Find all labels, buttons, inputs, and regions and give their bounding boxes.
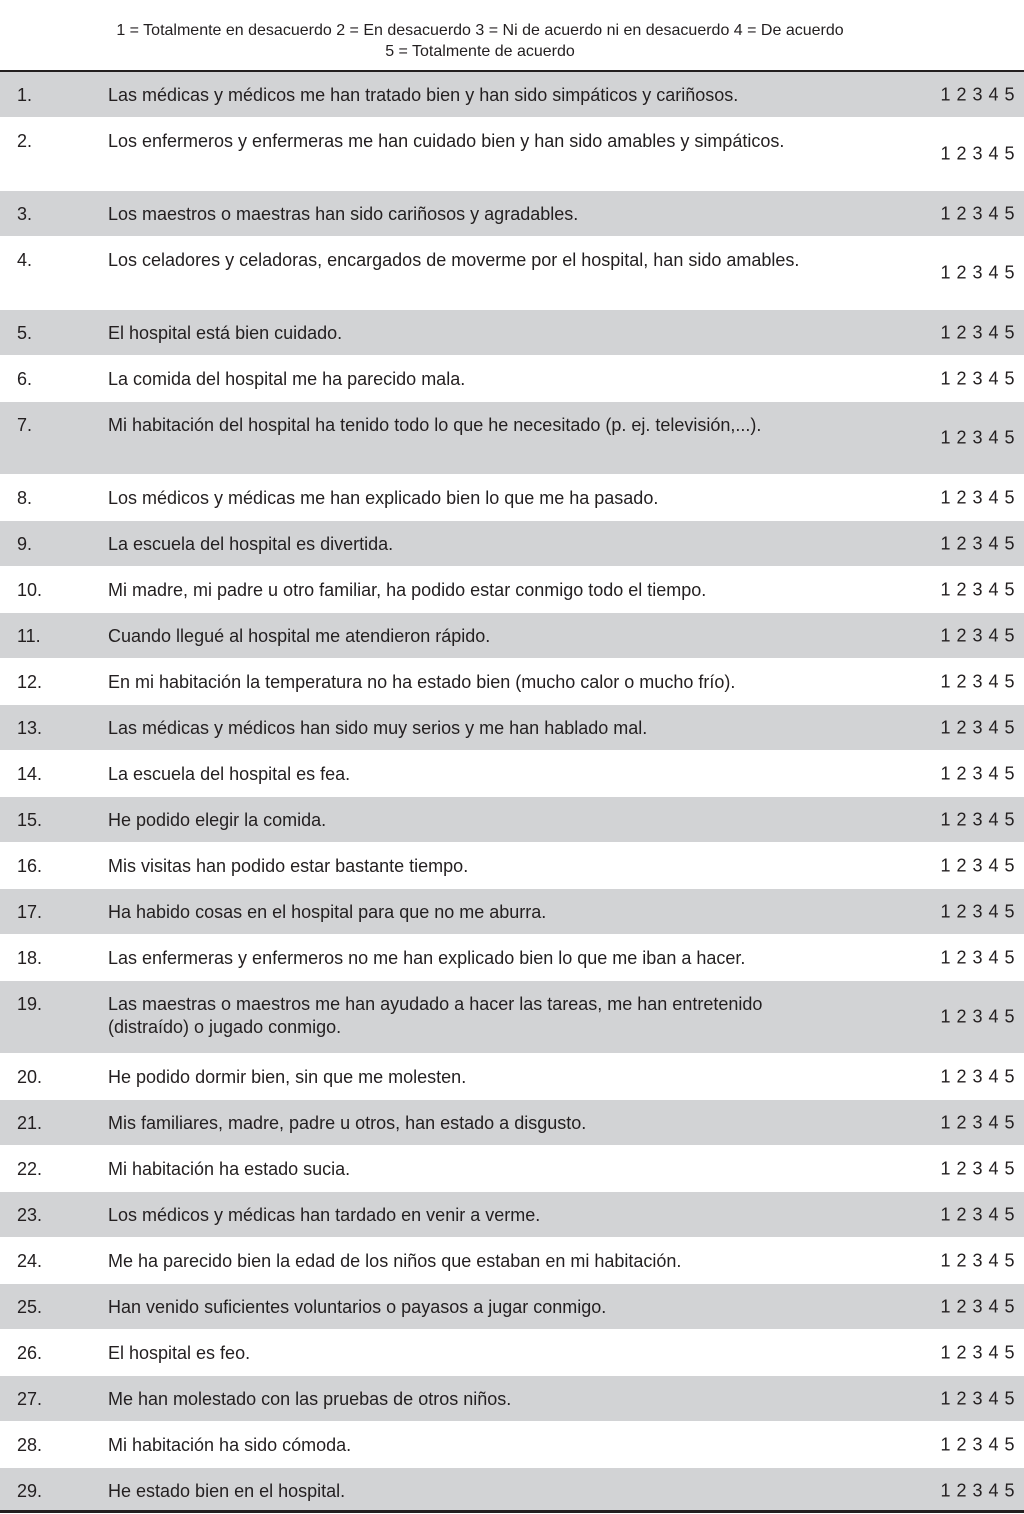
- rating-scale: 1 2 3 4 5: [940, 1342, 1015, 1362]
- rating-scale: 1 2 3 4 5: [940, 1066, 1015, 1086]
- rating-scale: 1 2 3 4 5: [940, 1006, 1015, 1027]
- item-statement: Mi madre, mi padre u otro familiar, ha podido estar conmigo todo el tiempo.: [108, 580, 707, 600]
- item-number: 3.: [17, 204, 33, 224]
- item-statement: Han venido suficientes voluntarios o payasos a jugar conmigo.: [108, 1297, 607, 1317]
- rating-scale: 1 2 3 4 5: [940, 1112, 1015, 1132]
- item-number: 11.: [17, 626, 41, 646]
- item-statement: El hospital está bien cuidado.: [108, 323, 343, 343]
- table-row: [0, 72, 1024, 118]
- table-row: [0, 521, 1024, 567]
- table-row: [0, 402, 1024, 475]
- rating-scale: 1 2 3 4 5: [940, 809, 1015, 829]
- item-statement: Me ha parecido bien la edad de los niños que estaban en mi habitación.: [108, 1251, 682, 1271]
- table-row: [0, 237, 1024, 310]
- table-row: [0, 659, 1024, 705]
- item-statement: He podido dormir bien, sin que me molesten.: [108, 1067, 467, 1087]
- item-statement: Mi habitación ha sido cómoda.: [108, 1435, 352, 1455]
- item-number: 21.: [17, 1113, 43, 1133]
- item-statement: Los médicos y médicas me han explicado bien lo que me ha pasado.: [108, 488, 659, 508]
- rating-scale: 1 2 3 4 5: [940, 1296, 1015, 1316]
- table-row: [0, 981, 1024, 1054]
- table-row: [0, 1330, 1024, 1376]
- table-row: [0, 797, 1024, 843]
- rating-scale: 1 2 3 4 5: [940, 901, 1015, 921]
- item-statement: La escuela del hospital es fea.: [108, 764, 351, 784]
- rating-scale: 1 2 3 4 5: [940, 203, 1015, 223]
- table-row: [0, 1054, 1024, 1100]
- legend-line-1: 1 = Totalmente en desacuerdo 2 = En desacuerdo 3 = Ni de acuerdo ni en desacuerdo 4 = De acuerdo: [116, 22, 844, 39]
- rating-scale: 1 2 3 4 5: [940, 427, 1015, 448]
- item-statement: He estado bien en el hospital.: [108, 1481, 346, 1501]
- rating-scale: 1 2 3 4 5: [940, 947, 1015, 967]
- item-statement: Cuando llegué al hospital me atendieron rápido.: [108, 626, 491, 646]
- legend-line-2: 5 = Totalmente de acuerdo: [385, 43, 575, 60]
- table-row: [0, 613, 1024, 659]
- item-number: 6.: [17, 369, 33, 389]
- item-number: 7.: [17, 415, 33, 435]
- item-number: 23.: [17, 1205, 43, 1225]
- table-row: [0, 843, 1024, 889]
- item-statement: Las maestras o maestros me han ayudado a hacer las tareas, me han entretenido (distraído) o jugado conmigo.: [108, 994, 763, 1037]
- bottom-rule: [0, 1510, 1024, 1513]
- item-statement: Las médicas y médicos me han tratado bien y han sido simpáticos y cariñosos.: [108, 85, 739, 105]
- item-number: 4.: [17, 250, 33, 270]
- rating-scale: 1 2 3 4 5: [940, 533, 1015, 553]
- table-row: [0, 1468, 1024, 1514]
- rating-scale: 1 2 3 4 5: [940, 763, 1015, 783]
- rating-scale: 1 2 3 4 5: [940, 579, 1015, 599]
- rating-scale: 1 2 3 4 5: [940, 1204, 1015, 1224]
- item-statement: Mis familiares, madre, padre u otros, han estado a disgusto.: [108, 1113, 587, 1133]
- table-row: [0, 1422, 1024, 1468]
- rating-scale: 1 2 3 4 5: [940, 717, 1015, 737]
- item-number: 16.: [17, 856, 43, 876]
- table-row: [0, 118, 1024, 191]
- table-row: [0, 1192, 1024, 1238]
- item-statement: La comida del hospital me ha parecido mala.: [108, 369, 466, 389]
- item-number: 27.: [17, 1389, 43, 1409]
- rating-scale: 1 2 3 4 5: [940, 487, 1015, 507]
- item-number: 18.: [17, 948, 43, 968]
- table-row: [0, 1100, 1024, 1146]
- item-number: 20.: [17, 1067, 43, 1087]
- item-number: 22.: [17, 1159, 43, 1179]
- table-row: [0, 356, 1024, 402]
- item-statement: Ha habido cosas en el hospital para que no me aburra.: [108, 902, 547, 922]
- rating-scale: 1 2 3 4 5: [940, 625, 1015, 645]
- item-number: 17.: [17, 902, 43, 922]
- item-statement: Mis visitas han podido estar bastante tiempo.: [108, 856, 469, 876]
- item-statement: Mi habitación del hospital ha tenido todo lo que he necesitado (p. ej. televisión,...).: [108, 415, 762, 435]
- rating-scale: 1 2 3 4 5: [940, 262, 1015, 283]
- item-statement: En mi habitación la temperatura no ha estado bien (mucho calor o mucho frío).: [108, 672, 736, 692]
- table-row: [0, 705, 1024, 751]
- table-row: [0, 1238, 1024, 1284]
- rating-scale: 1 2 3 4 5: [940, 322, 1015, 342]
- rating-scale: 1 2 3 4 5: [940, 368, 1015, 388]
- table-row: [0, 191, 1024, 237]
- item-number: 1.: [17, 85, 33, 105]
- table-row: [0, 751, 1024, 797]
- table-row: [0, 567, 1024, 613]
- item-number: 10.: [17, 580, 43, 600]
- item-number: 8.: [17, 488, 33, 508]
- rating-scale: 1 2 3 4 5: [940, 143, 1015, 164]
- item-number: 2.: [17, 131, 33, 151]
- item-statement: Los maestros o maestras han sido cariñosos y agradables.: [108, 204, 579, 224]
- rating-scale: 1 2 3 4 5: [940, 1250, 1015, 1270]
- item-statement: Los celadores y celadoras, encargados de moverme por el hospital, han sido amables.: [108, 250, 800, 270]
- item-number: 28.: [17, 1435, 43, 1455]
- scale-legend: [0, 0, 1024, 70]
- table-row: [0, 1284, 1024, 1330]
- item-statement: El hospital es feo.: [108, 1343, 251, 1363]
- item-statement: Las médicas y médicos han sido muy serios y me han hablado mal.: [108, 718, 648, 738]
- item-number: 14.: [17, 764, 43, 784]
- item-number: 13.: [17, 718, 43, 738]
- rating-scale: 1 2 3 4 5: [940, 855, 1015, 875]
- item-statement: Los enfermeros y enfermeras me han cuidado bien y han sido amables y simpáticos.: [108, 131, 785, 151]
- item-number: 19.: [17, 994, 43, 1014]
- rating-scale: 1 2 3 4 5: [940, 84, 1015, 104]
- rating-scale: 1 2 3 4 5: [940, 1480, 1015, 1500]
- table-row: [0, 1146, 1024, 1192]
- table-row: [0, 1376, 1024, 1422]
- table-row: [0, 475, 1024, 521]
- item-table: [0, 72, 1024, 1514]
- item-statement: Mi habitación ha estado sucia.: [108, 1159, 351, 1179]
- item-number: 9.: [17, 534, 33, 554]
- rating-scale: 1 2 3 4 5: [940, 1388, 1015, 1408]
- rating-scale: 1 2 3 4 5: [940, 1434, 1015, 1454]
- item-statement: Las enfermeras y enfermeros no me han explicado bien lo que me iban a hacer.: [108, 948, 746, 968]
- item-number: 29.: [17, 1481, 43, 1501]
- item-number: 12.: [17, 672, 43, 692]
- item-number: 26.: [17, 1343, 43, 1363]
- item-number: 5.: [17, 323, 33, 343]
- item-statement: Los médicos y médicas han tardado en venir a verme.: [108, 1205, 541, 1225]
- table-row: [0, 935, 1024, 981]
- rating-scale: 1 2 3 4 5: [940, 1158, 1015, 1178]
- item-number: 15.: [17, 810, 43, 830]
- table-row: [0, 889, 1024, 935]
- item-statement: La escuela del hospital es divertida.: [108, 534, 394, 554]
- item-number: 25.: [17, 1297, 43, 1317]
- item-statement: He podido elegir la comida.: [108, 810, 327, 830]
- rating-scale: 1 2 3 4 5: [940, 671, 1015, 691]
- table-row: [0, 310, 1024, 356]
- item-statement: Me han molestado con las pruebas de otros niños.: [108, 1389, 512, 1409]
- item-number: 24.: [17, 1251, 43, 1271]
